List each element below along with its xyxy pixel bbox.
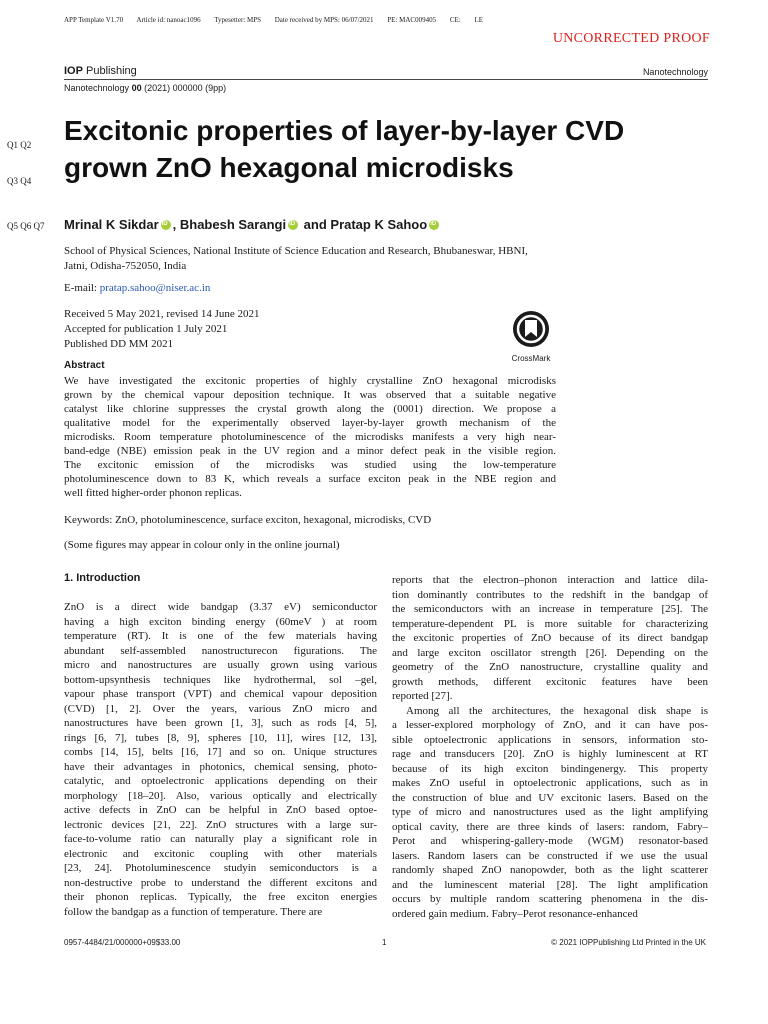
body-line: Perot and whispering-gallery-mode (WGM) resonator-based [392, 835, 708, 847]
uncorrected-proof-label: UNCORRECTED PROOF [552, 31, 710, 46]
body-line: the excitonic properties of ZnO because of its direct bandgap [392, 632, 708, 644]
body-line: occurs by multiple random scattering phenomena in the dis- [392, 893, 708, 905]
abstract-line: The excitonic emission of the microdisks was studied using the low-temperature [64, 459, 556, 471]
body-line: lectronic devices [21, 22]. ZnO structures with a large sur- [64, 818, 377, 831]
body-line: catalytic, and optoelectronic applications depending on their [64, 775, 377, 787]
body-line: their phonon replicas. Typically, the free exciton energies [64, 891, 377, 903]
body-line: type of micro and nanostructures used as the light amplifying [392, 806, 708, 818]
abstract-line: well fitted higher-order phonon replicas. [64, 487, 242, 499]
body-line: rage and transducers [20]. ZnO is highly luminescent at RT [392, 748, 708, 760]
author-1: Mrinal K Sikdar [64, 217, 159, 232]
body-line: reports that the electron–phonon interaction and lattice dila- [392, 574, 708, 586]
date-accepted-line: Accepted for publication 1 July 2021 [64, 323, 228, 335]
crossmark-label: CrossMark [511, 354, 551, 363]
typesetter: Typesetter: MPS [214, 16, 261, 24]
body-line: electronic and excitonic coupling with other materials [64, 847, 377, 860]
body-line: active defects in ZnO can be helpful in ZnO based optoe- [64, 804, 377, 816]
body-line: reported [27]. [392, 690, 453, 702]
body-line: growth methods, different excitonic features have been [392, 675, 708, 688]
journal-name: Nanotechnology [642, 67, 708, 77]
template-version: APP Template V1.70 [64, 16, 124, 24]
body-line: abundant self-assembled nanostructurecon figurations. The [64, 644, 377, 657]
typesetting-meta-bar [64, 16, 495, 24]
right-column-text [392, 573, 708, 921]
body-line: because of its high exciton bindingenergy. This property [392, 762, 708, 775]
footer-price-code: 0957-4484/21/000000+09$33.00 [64, 938, 181, 947]
abstract-line: catalyst like chlorine suppresses the crystal growth along the (0001) direction. We propose a [64, 403, 556, 415]
orcid-icon[interactable] [429, 220, 439, 230]
body-line: nanostructures have been grown [1, 3], such as rods [4, 5], [64, 717, 377, 729]
body-line: vapour phase transport (VPT) and chemical vapour deposition [64, 688, 377, 700]
title-line-2: grown ZnO hexagonal microdisks [64, 152, 514, 183]
body-line: combs [14, 15], belts [16, 17] and so on. Unique structures [64, 746, 377, 758]
abstract-body [64, 374, 556, 500]
orcid-icon[interactable] [161, 220, 171, 230]
body-line: having a high exciton binding energy (60meV ) at room [64, 615, 377, 628]
body-line: tion dominantly contributes to the redshift in the bandgap of [392, 588, 708, 601]
publisher-logo [64, 65, 137, 77]
email-line [64, 282, 210, 294]
body-line: face-to-volume ratio can naturally play a significant role in [64, 833, 377, 845]
body-line: have their advantages in photonics, chemical sensing, photo- [64, 760, 377, 773]
body-line: ZnO is a direct wide bandgap (3.37 eV) semiconductor [64, 601, 377, 613]
body-line: randomly shaped ZnO nanopowder, both as the light scatterer [392, 864, 708, 876]
date-received: Date received by MPS: 06/07/2021 [274, 16, 374, 24]
author-2: , Bhabesh Sarangi [172, 217, 287, 232]
body-line: ordered gain medium. Fabry–Perot resonance-enhanced [392, 907, 638, 920]
affiliation [64, 244, 584, 274]
author-3: and Pratap K Sahoo [300, 217, 428, 232]
body-line: lasers. Random lasers can be constructed if we use the usual [392, 849, 708, 862]
ce-field: CE: [449, 16, 461, 24]
body-line: and the luminescent material [28]. The light amplification [392, 878, 708, 891]
publication-dates [64, 307, 260, 352]
citation-journal: Nanotechnology [64, 83, 132, 93]
query-marker-3[interactable]: Q5 Q6 Q7 [7, 221, 45, 231]
email-label: E-mail: [64, 282, 100, 294]
body-line: the semiconductors with an increase in temperature [25]. The [392, 603, 708, 615]
body-line: optical cavity, there are three kinds of lasers: random, Fabry– [392, 820, 708, 833]
body-line: non-destructive probe to understand the different excitons and [64, 876, 377, 889]
abstract-line: microdisks. Room temperature photoluminescence of the microdisks manifests a very high near- [64, 431, 556, 443]
body-line: micro and nanostructures are usually grown using various [64, 659, 377, 671]
left-column-text [64, 600, 377, 919]
body-line: [23, 24]. Photoluminescence studyin semiconductors is a [64, 862, 377, 874]
body-line: sible optoelectronic applications in sensors, information sto- [392, 733, 708, 746]
body-line: Among all the architectures, the hexagonal disk shape is [406, 704, 708, 717]
date-received-line: Received 5 May 2021, revised 14 June 2021 [64, 308, 260, 320]
abstract-line: band-edge (NBE) emission peak in the UV region and a minor defect peak in the visible region. [64, 445, 556, 457]
affiliation-line-1: School of Physical Sciences, National Institute of Science Education and Research, Bhubaneswar, HBNI, [64, 245, 528, 257]
citation-rest: (2021) 000000 (9pp) [141, 83, 227, 93]
citation [64, 83, 226, 93]
body-line: follow the bandgap as a function of temperature. There are [64, 905, 323, 918]
le-field: LE [474, 16, 484, 24]
body-line: makes ZnO useful in optoelectronic applications, such as in [392, 777, 708, 789]
body-line: rings [6, 7], tubes [8, 9], spheres [10, 11], wires [12, 13], [64, 731, 377, 744]
query-marker-2[interactable]: Q3 Q4 [7, 176, 32, 186]
orcid-icon[interactable] [288, 220, 298, 230]
footer-copyright: © 2021 IOPPublishing Ltd Printed in the UK [551, 938, 706, 947]
header-rule [64, 79, 708, 80]
publisher-rest: Publishing [82, 65, 137, 77]
body-line: bottom-upsynthesis techniques like hydrothermal, sol –gel, [64, 673, 377, 686]
colour-note: (Some figures may appear in colour only in the online journal) [64, 539, 340, 551]
publisher-bold: IOP [64, 65, 83, 77]
pe-code: PE: MAC009405 [387, 16, 437, 24]
abstract-line: We have investigated the excitonic properties of highly crystalline ZnO hexagonal microdisks [64, 375, 556, 387]
author-list [64, 217, 441, 232]
article-title [64, 112, 724, 186]
footer-page-number: 1 [382, 938, 387, 947]
body-line: a lesser-explored morphology of ZnO, and it can have pos- [392, 719, 708, 731]
date-published-line: Published DD MM 2021 [64, 338, 174, 350]
citation-volume: 00 [131, 83, 142, 93]
title-line-1: Excitonic properties of layer-by-layer CVD [64, 115, 625, 146]
crossmark-badge[interactable] [508, 310, 554, 363]
query-marker-1[interactable]: Q1 Q2 [7, 140, 32, 150]
affiliation-line-2: Jatni, Odisha-752050, India [64, 260, 187, 272]
section-heading: 1. Introduction [64, 572, 141, 584]
abstract-heading: Abstract [64, 360, 105, 371]
body-line: temperature (RT). It is one of the few materials having [64, 630, 377, 642]
article-id: Article id: nanoac1096 [136, 16, 201, 24]
abstract-line: photoluminescence down to 83 K, which reveals a surface exciton peak in the NBE region and [64, 473, 556, 485]
abstract-line: grown by the chemical vapour deposition technique. It was observed that a suitable negative [64, 389, 556, 401]
body-line: and large exciton oscillator strength [26]. Depending on the [392, 646, 708, 659]
crossmark-icon [512, 310, 550, 348]
abstract-line: qualitative model for the experimentally observed layer-by-layer growth mechanism of the [64, 417, 556, 429]
body-line: the construction of blue and UV excitonic lasers. Based on the [392, 791, 708, 804]
body-line: morphology [18–20]. Also, various optically and electrically [64, 789, 377, 802]
body-line: temperature-dependent PL is more suitable for characterizing [392, 617, 708, 630]
body-line: geometry of the ZnO nanostructure, crystalline quality and [392, 661, 708, 673]
email-link[interactable]: pratap.sahoo@niser.ac.in [99, 282, 211, 294]
body-line: (CVD) [1, 2]. Over the years, various ZnO micro and [64, 702, 377, 715]
keywords: Keywords: ZnO, photoluminescence, surface exciton, hexagonal, microdisks, CVD [64, 514, 432, 526]
